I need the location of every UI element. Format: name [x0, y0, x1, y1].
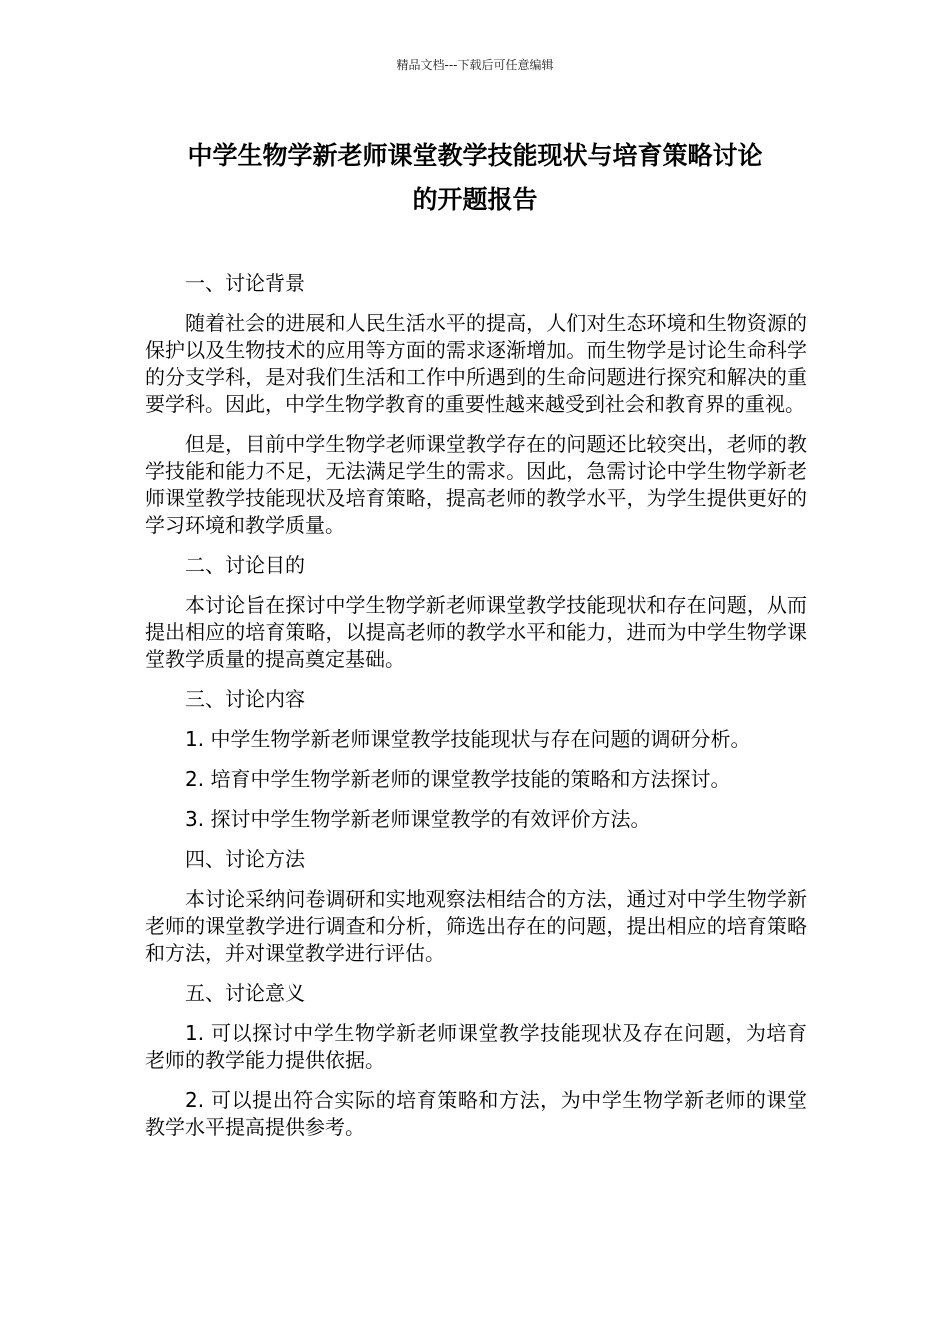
title-line-1: 中学生物学新老师课堂教学技能现状与培育策略讨论 [187, 141, 763, 170]
list-item-content-3: 3. 探讨中学生物学新老师课堂教学的有效评价方法。 [185, 807, 651, 831]
list-item-significance-1: 1. 可以探讨中学生物学新老师课堂教学技能现状及存在问题，为培育老师的教学能力提供依据。 [145, 1021, 807, 1072]
paragraph-method-1: 本讨论采纳问卷调研和实地观察法相结合的方法，通过对中学生物学新老师的课堂教学进行调查和分析，筛选出存在的问题，提出相应的培育策略和方法，并对课堂教学进行评估。 [145, 887, 807, 965]
document-body [145, 270, 807, 1154]
paragraph-purpose-1: 本讨论旨在探讨中学生物学新老师课堂教学技能现状和存在问题，从而提出相应的培育策略，以提高老师的教学水平和能力，进而为中学生物学课堂教学质量的提高奠定基础。 [145, 593, 807, 671]
section-heading-significance: 五、讨论意义 [185, 981, 305, 1005]
section-heading-method: 四、讨论方法 [185, 847, 305, 871]
list-item-content-1: 1. 中学生物学新老师课堂教学技能现状与存在问题的调研分析。 [185, 727, 751, 751]
section-heading-content: 三、讨论内容 [185, 687, 305, 711]
paragraph-background-2: 但是，目前中学生物学老师课堂教学存在的问题还比较突出，老师的教学技能和能力不足，无法满足学生的需求。因此，急需讨论中学生物学新老师课堂教学技能现状及培育策略，提高老师的教学水平，为学生提供更好的学习环境和教学质量。 [145, 432, 807, 537]
page-header: 精品文档---下载后可任意编辑 [396, 58, 554, 72]
title-line-2: 的开题报告 [412, 185, 538, 214]
document-title [140, 134, 810, 222]
section-heading-purpose: 二、讨论目的 [185, 553, 305, 577]
paragraph-background-1: 随着社会的进展和人民生活水平的提高，人们对生态环境和生物资源的保护以及生物技术的应用等方面的需求逐渐增加。而生物学是讨论生命科学的分支学科，是对我们生活和工作中所遇到的生命问题进行探究和解决的重要学科。因此，中学生物学教育的重要性越来越受到社会和教育界的重视。 [145, 311, 807, 416]
section-heading-background: 一、讨论背景 [185, 271, 305, 295]
list-item-content-2: 2. 培育中学生物学新老师的课堂教学技能的策略和方法探讨。 [185, 767, 731, 791]
list-item-significance-2: 2. 可以提出符合实际的培育策略和方法，为中学生物学新老师的课堂教学水平提高提供参考。 [145, 1088, 807, 1139]
